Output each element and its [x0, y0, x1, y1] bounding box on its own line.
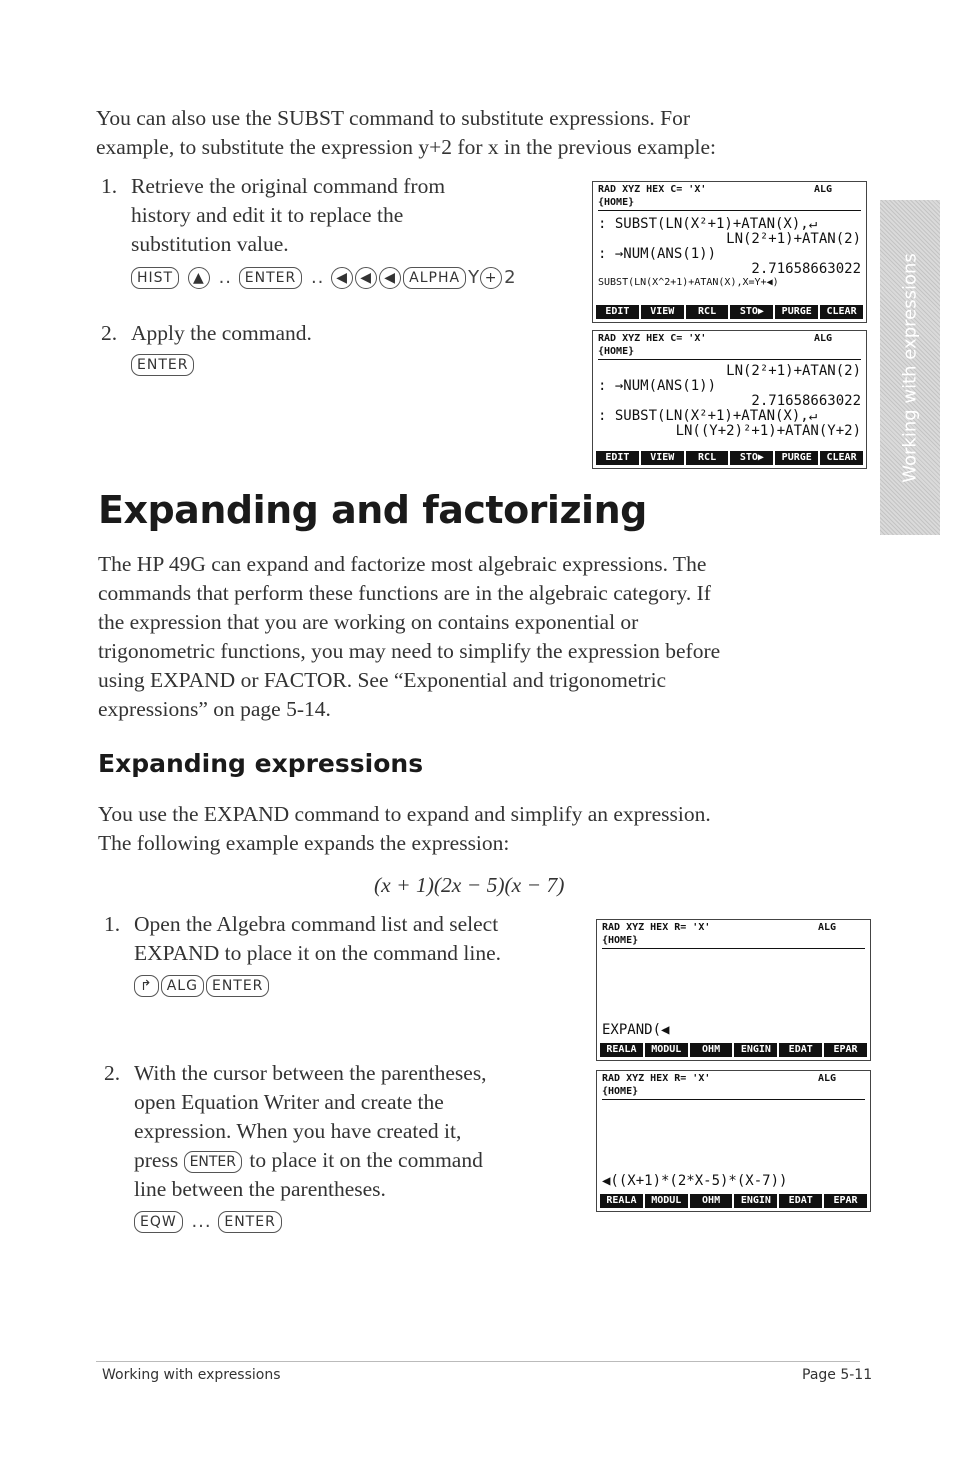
body-line: You use the EXPAND command to expand and simplify an expression. [98, 802, 711, 826]
step-number: 1. [101, 174, 118, 198]
keystroke-sequence [131, 263, 517, 292]
step-line: open Equation Writer and create the [134, 1090, 444, 1114]
step-line: Open the Algebra command list and select [134, 912, 499, 936]
body-line: The HP 49G can expand and factorize most algebraic expressions. The [98, 552, 707, 576]
enter-key: ENTER [218, 1211, 281, 1233]
body-line: trigonometric functions, you may need to simplify the expression before [98, 639, 721, 663]
chapter-tab-label: Working with expressions [899, 252, 921, 483]
softkey-menu [596, 305, 863, 319]
softkey-purge: PURGE [775, 305, 818, 319]
softkey-epar: EPAR [824, 1194, 867, 1208]
softkey-rcl: RCL [686, 451, 729, 465]
step-line: history and edit it to replace the [131, 203, 404, 227]
right-shift-key: ↱ [134, 975, 159, 997]
softkey-menu [600, 1043, 867, 1057]
subsection-title: Expanding expressions [98, 749, 424, 778]
step-line: press ENTER to place it on the command [134, 1148, 483, 1172]
alg-key: ALG [161, 975, 204, 997]
ellipsis: .. [218, 267, 233, 288]
softkey-modul: MODUL [645, 1043, 688, 1057]
y-char: Y [468, 267, 481, 288]
status-bar: RAD XYZ HEX R= 'X' ALG [602, 922, 836, 933]
calculator-screen-4 [596, 1070, 871, 1212]
body-line: commands that perform these functions are in the algebraic category. If [98, 581, 711, 605]
calculator-screen-1 [592, 181, 867, 323]
calculator-screen-2 [592, 330, 867, 469]
stack-line: : SUBST(LN(X²+1)+ATAN(X),↵ [598, 216, 818, 232]
softkey-rcl: RCL [686, 305, 729, 319]
hist-key: HIST [131, 267, 179, 289]
section-title: Expanding and factorizing [98, 488, 647, 532]
stack-line: : →NUM(ANS(1)) [598, 246, 717, 262]
page-number: Page 5-11 [802, 1367, 873, 1383]
expand-step-2 [104, 1059, 487, 1236]
softkey-reala: REALA [600, 1043, 643, 1057]
enter-key: ENTER [239, 267, 302, 289]
body-line: The following example expands the expression: [98, 831, 510, 855]
stack-line: LN(2²+1)+ATAN(2) [726, 231, 861, 247]
step-number: 1. [104, 912, 121, 936]
home-dir: {HOME} [598, 346, 635, 357]
left-arrow-key: ◀ [331, 267, 353, 289]
status-bar: RAD XYZ HEX C= 'X' ALG [598, 184, 832, 195]
footer-rule [96, 1361, 860, 1362]
two-char: 2 [504, 267, 517, 288]
subst-step-1 [101, 172, 517, 292]
softkey-sto: STO▶ [730, 451, 773, 465]
step-line: expression. When you have created it, [134, 1119, 462, 1143]
left-arrow-key: ◀ [355, 267, 377, 289]
expand-step-1 [104, 910, 502, 1000]
left-arrow-key: ◀ [379, 267, 401, 289]
up-arrow-key: ▲ [188, 267, 210, 289]
softkey-view: VIEW [641, 305, 684, 319]
formula: (x + 1)(2x − 5)(x − 7) [374, 873, 565, 897]
enter-key: ENTER [184, 1151, 242, 1173]
home-dir: {HOME} [602, 1086, 639, 1097]
status-bar: RAD XYZ HEX R= 'X' ALG [602, 1073, 836, 1084]
eqw-key: EQW [134, 1211, 183, 1233]
stack-line: LN(2²+1)+ATAN(2) [726, 363, 861, 379]
chapter-side-tab [880, 200, 940, 535]
body-line: using EXPAND or FACTOR. See “Exponential and trigonometric [98, 668, 667, 692]
softkey-menu [596, 451, 863, 465]
status-bar: RAD XYZ HEX C= 'X' ALG [598, 333, 832, 344]
intro-line-1: You can also use the SUBST command to substitute expressions. For [96, 106, 691, 130]
stack-line: : →NUM(ANS(1)) [598, 378, 717, 394]
calculator-screen-3 [596, 919, 871, 1061]
stack-line: LN((Y+2)²+1)+ATAN(Y+2) [675, 423, 861, 439]
softkey-clear: CLEAR [820, 305, 863, 319]
softkey-ohm: OHM [690, 1043, 733, 1057]
step-line: Apply the command. [131, 321, 312, 345]
section-body [98, 550, 720, 724]
home-dir: {HOME} [602, 935, 639, 946]
subsection-body [98, 800, 711, 858]
command-line: SUBST(LN(X^2+1)+ATAN(X),X=Y+◀) [598, 277, 779, 288]
softkey-edat: EDAT [779, 1043, 822, 1057]
step-line: Retrieve the original command from [131, 174, 446, 198]
step-line: With the cursor between the parentheses, [134, 1061, 487, 1085]
enter-key: ENTER [131, 354, 194, 376]
step-line: substitution value. [131, 232, 289, 256]
softkey-menu [600, 1194, 867, 1208]
plus-key: + [480, 267, 502, 289]
command-line: ◀((X+1)*(2*X-5)*(X-7)) [602, 1173, 788, 1189]
softkey-reala: REALA [600, 1194, 643, 1208]
intro-line-2: example, to substitute the expression y+2 for x in the previous example: [96, 135, 716, 159]
softkey-view: VIEW [641, 451, 684, 465]
stack-line: 2.71658663022 [751, 261, 861, 277]
softkey-epar: EPAR [824, 1043, 867, 1057]
body-line: expressions” on page 5-14. [98, 697, 331, 721]
softkey-sto: STO▶ [730, 305, 773, 319]
softkey-engin: ENGIN [734, 1043, 777, 1057]
softkey-ohm: OHM [690, 1194, 733, 1208]
softkey-edit: EDIT [596, 451, 639, 465]
home-dir: {HOME} [598, 197, 635, 208]
step-line: EXPAND to place it on the command line. [134, 941, 502, 965]
step-line: line between the parentheses. [134, 1177, 386, 1201]
intro-paragraph [96, 104, 716, 162]
stack-line: : SUBST(LN(X²+1)+ATAN(X),↵ [598, 408, 818, 424]
stack-line: 2.71658663022 [751, 393, 861, 409]
command-line: EXPAND(◀ [602, 1022, 670, 1038]
footer-left: Working with expressions [102, 1367, 281, 1383]
softkey-clear: CLEAR [820, 451, 863, 465]
softkey-engin: ENGIN [734, 1194, 777, 1208]
step-number: 2. [101, 321, 118, 345]
step-number: 2. [104, 1061, 121, 1085]
ellipsis: .. [310, 267, 325, 288]
enter-key: ENTER [206, 975, 269, 997]
alpha-key: ALPHA [403, 267, 466, 289]
softkey-purge: PURGE [775, 451, 818, 465]
body-line: the expression that you are working on contains exponential or [98, 610, 639, 634]
softkey-edat: EDAT [779, 1194, 822, 1208]
softkey-edit: EDIT [596, 305, 639, 319]
subst-step-2 [101, 319, 312, 379]
ellipsis: ... [191, 1211, 212, 1232]
softkey-modul: MODUL [645, 1194, 688, 1208]
